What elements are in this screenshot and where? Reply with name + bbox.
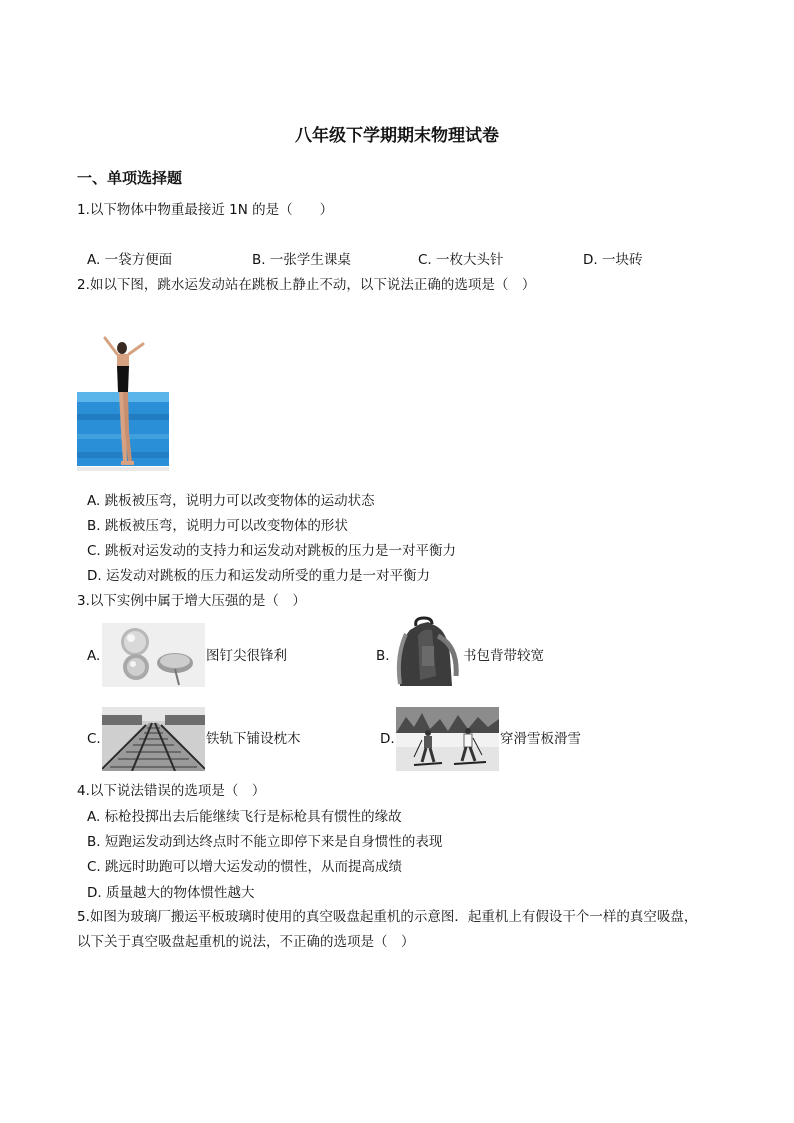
school-backpack-image — [392, 616, 462, 691]
question-2-option-a: A. 跳板被压弯，说明力可以改变物体的运动状态 — [87, 493, 375, 509]
question-3-option-b-text: 书包背带较宽 — [463, 648, 544, 664]
question-4-stem: 4.以下说法错误的选项是（ ） — [77, 783, 266, 799]
question-3-option-a-letter: A. — [87, 648, 101, 664]
skiers-image — [396, 707, 499, 771]
question-4-option-b: B. 短跑运发动到达终点时不能立即停下来是自身惯性的表现 — [87, 834, 443, 850]
section-heading: 一、单项选择题 — [77, 169, 183, 187]
question-4-option-a: A. 标枪投掷出去后能继续飞行是标枪具有惯性的缘故 — [87, 809, 402, 825]
question-3-option-b-letter: B. — [376, 648, 390, 664]
question-1-option-b: B. 一张学生课桌 — [252, 252, 351, 268]
question-3-option-a-text: 图钉尖很锋利 — [206, 648, 287, 664]
question-5-stem-line-1: 5.如图为玻璃厂搬运平板玻璃时使用的真空吸盘起重机的示意图．起重机上有假设干个一样的真空吸盘， — [77, 909, 698, 925]
thumbtack-image — [102, 623, 205, 687]
question-2-option-b: B. 跳板被压弯，说明力可以改变物体的形状 — [87, 518, 348, 534]
question-2-option-c: C. 跳板对运发动的支持力和运发动对跳板的压力是一对平衡力 — [87, 543, 457, 559]
question-5-stem-line-2: 以下关于真空吸盘起重机的说法，不正确的选项是（ ） — [77, 934, 415, 950]
question-4-option-d: D. 质量越大的物体惯性越大 — [87, 885, 255, 901]
question-4-option-c: C. 跳远时助跑可以增大运发动的惯性，从而提高成绩 — [87, 859, 403, 875]
question-1-option-d: D. 一块砖 — [583, 252, 643, 268]
question-2-stem: 2.如以下图，跳水运发动站在跳板上静止不动，以下说法正确的选项是（ ） — [77, 277, 536, 293]
question-1-stem: 1.以下物体中物重最接近 1N 的是（ ） — [77, 202, 334, 218]
railway-track-image — [102, 707, 205, 771]
diver-on-springboard-image — [77, 334, 169, 479]
question-1-option-a: A. 一袋方便面 — [87, 252, 173, 268]
question-3-stem: 3.以下实例中属于增大压强的是（ ） — [77, 593, 306, 609]
question-2-option-d: D. 运发动对跳板的压力和运发动所受的重力是一对平衡力 — [87, 568, 430, 584]
page-title: 八年级下学期期末物理试卷 — [295, 126, 499, 146]
question-1-option-c: C. 一枚大头针 — [418, 252, 504, 268]
question-3-option-c-letter: C. — [87, 731, 101, 747]
question-3-option-c-text: 铁轨下铺设枕木 — [206, 731, 301, 747]
question-3-option-d-text: 穿滑雪板滑雪 — [500, 731, 581, 747]
question-3-option-d-letter: D. — [380, 731, 395, 747]
